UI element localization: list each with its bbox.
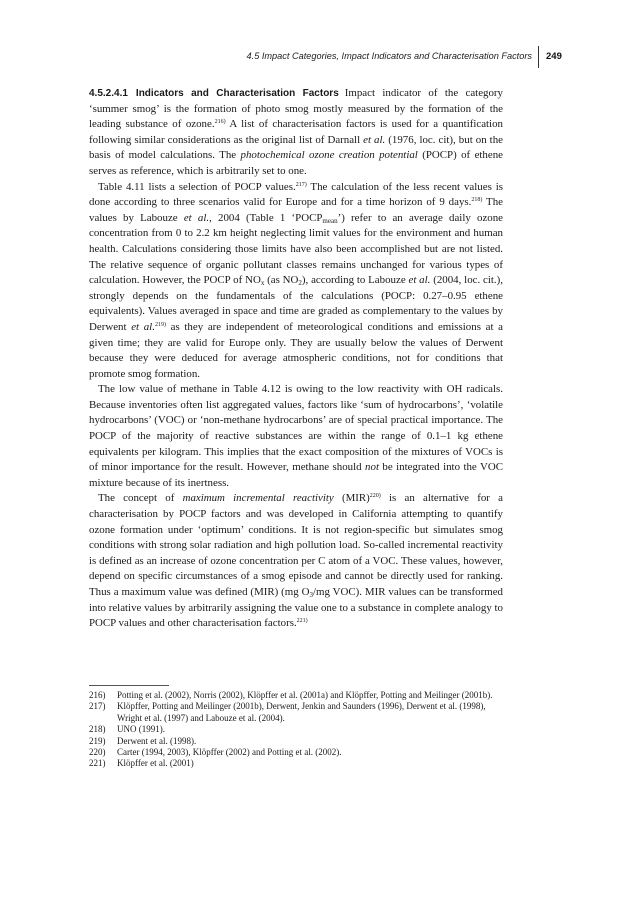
text-run: as they are independent of meteorological conditions and emissions at a given time; they are valid for Europe only. They are usually below the values of Derwent because they were deduced for average atmospheric conditions, not for conditions that promote smog formation. bbox=[89, 320, 504, 380]
header-divider bbox=[538, 46, 539, 68]
paragraph-3 bbox=[89, 382, 503, 491]
subscript: x bbox=[260, 279, 265, 288]
section-title: Indicators and Characterisation Factors bbox=[135, 88, 339, 99]
paragraph-2 bbox=[89, 180, 503, 383]
text-run: Table 4.11 lists a selection of POCP values. bbox=[98, 180, 296, 193]
term-mir: maximum incremental reactivity bbox=[182, 492, 334, 505]
text-run: The low value of methane in Table 4.12 is owing to the low reactivity with OH radicals. Because inventories often list aggregated values, factors like ‘sum of hydrocarbons’, ‘volatile hydrocarbons’ (VOC) or ‘non-methane hydrocarbons’ are of special practical importance. The POCP of the majority of reactive substances are within the range of 0.1–1 kg ethene equivalents per kilogram. This implies that the exact composition of the mixtures of VOCs is of minor importance for the result. However, methane should bbox=[89, 383, 503, 474]
text-run: The concept of bbox=[98, 492, 183, 505]
footnotes bbox=[89, 690, 503, 770]
footnote-number: 220) bbox=[89, 747, 106, 758]
footnote-number: 219) bbox=[89, 735, 106, 746]
footnote-ref-216[interactable]: 216) bbox=[214, 119, 226, 126]
running-header: 4.5 Impact Categories, Impact Indicators and Characterisation Factors bbox=[246, 51, 532, 61]
text-run: The calculation of the less recent values is done according to three scenarios valid for Europe and for a time horizon of 9 days. bbox=[89, 180, 503, 209]
footnote-216 bbox=[89, 690, 503, 701]
footnote-219 bbox=[89, 736, 503, 747]
text-italic: et al. bbox=[363, 133, 386, 146]
footnote-divider bbox=[89, 685, 169, 686]
text-run: (MIR) bbox=[333, 492, 370, 505]
text-run: (POCP) of ethene serves as reference, which is arbitrarily set to one. bbox=[89, 149, 503, 177]
text-run: (as NO bbox=[264, 274, 299, 287]
text-run: be integrated into the VOC mixture because of its inertness. bbox=[89, 461, 504, 489]
text-run: Impact indicator of the category ‘summer smog’ is the formation of photo smog mostly measured by the formation of the leading substance of ozone. bbox=[89, 87, 503, 131]
footnote-217 bbox=[89, 701, 503, 724]
footnote-221 bbox=[89, 758, 503, 769]
text-run: The values by Labouze bbox=[89, 196, 503, 224]
footnote-ref-219[interactable]: 219) bbox=[154, 321, 166, 328]
term-pocp: photochemical ozone creation potential bbox=[240, 149, 418, 162]
text-run: ), according to Labouze bbox=[301, 274, 409, 287]
body-text bbox=[89, 86, 503, 632]
footnote-220 bbox=[89, 747, 503, 758]
footnote-ref-218[interactable]: 218) bbox=[471, 197, 483, 204]
footnote-ref-217[interactable]: 217) bbox=[295, 181, 307, 188]
footnote-text: UNO (1991). bbox=[117, 724, 165, 735]
paragraph-1 bbox=[89, 86, 503, 180]
footnote-text: Carter (1994, 2003), Klöpffer (2002) and Potting et al. (2002). bbox=[117, 747, 342, 758]
footnote-ref-221[interactable]: 221) bbox=[296, 618, 308, 625]
subscript: 2 bbox=[298, 279, 302, 288]
page-number: 249 bbox=[546, 51, 562, 62]
subscript: mean bbox=[322, 216, 338, 225]
text-run: ’) refer to an average daily ozone concentration from 0 to 2.2 km height neglecting limit values for the environment and human health. Calculations considering those limits have also been accomplished but are not listed. The relative sequence of organic pollutant classes remains unchanged for various types of calculation. However, the POCP of NO bbox=[89, 211, 503, 287]
footnote-text: Derwent et al. (1998). bbox=[117, 735, 197, 746]
text-italic: et al. bbox=[183, 211, 210, 224]
footnote-number: 221) bbox=[89, 758, 106, 769]
footnote-number: 218) bbox=[89, 724, 106, 735]
footnote-number: 216) bbox=[89, 690, 106, 700]
text-italic: et al. bbox=[408, 274, 431, 287]
text-run: (1976, loc. cit), but on the basis of model calculations. The bbox=[89, 133, 503, 162]
text-run: /mg VOC). MIR values can be transformed into relative values by arbitrarily assigning the value one to a substance in complete analogy to POCP values and other characterisation factors. bbox=[89, 586, 503, 630]
subscript: 3 bbox=[309, 591, 313, 599]
text-run: is an alternative for a characterisation by POCP factors and was developed in California attempting to quantify ozone formation under ‘optimum’ conditions. It is not region-specific but simulates smog conditions with strong solar radiation and high pollution load. So-called incremental reactivity is defined as an increase of ozone concentration per C atom of a VOC. These values, however, depend on specific circumstances of a smog episode and cannot be directly used for ranking. Thus a maximum value was defined (MIR) (mg O bbox=[89, 492, 503, 598]
footnote-text: Klöpffer, Potting and Meilinger (2001b), Derwent, Jenkin and Saunders (1996), Derwent et al. (1998), Wright et al. (1997) and Labouze et al. (2004). bbox=[117, 701, 486, 723]
footnote-number: 217) bbox=[89, 701, 106, 712]
text-run: (2004, loc. cit.), strongly depends on the fundamentals of the calculations (POCP: 0.27–0.95 ethene equivalents). Values averaged in space and time are graded as complementary to the values by Derwent bbox=[89, 274, 503, 333]
text-italic: not bbox=[365, 461, 379, 474]
section-number: 4.5.2.4.1 bbox=[89, 88, 128, 99]
text-run: A list of characterisation factors is used for a quantification following similar considerations as the original list of Darnall bbox=[89, 118, 503, 146]
paragraph-4 bbox=[89, 491, 503, 631]
footnote-text: Potting et al. (2002), Norris (2002), Klöpffer et al. (2001a) and Klöpffer, Potting and Meilinger (2001b). bbox=[117, 690, 493, 700]
text-italic: et al. bbox=[131, 320, 155, 333]
footnote-text: Klöpffer et al. (2001) bbox=[117, 758, 194, 769]
footnote-218 bbox=[89, 724, 503, 735]
footnote-ref-220[interactable]: 220) bbox=[369, 493, 381, 500]
text-run: , 2004 (Table 1 ‘POCP bbox=[209, 211, 323, 224]
